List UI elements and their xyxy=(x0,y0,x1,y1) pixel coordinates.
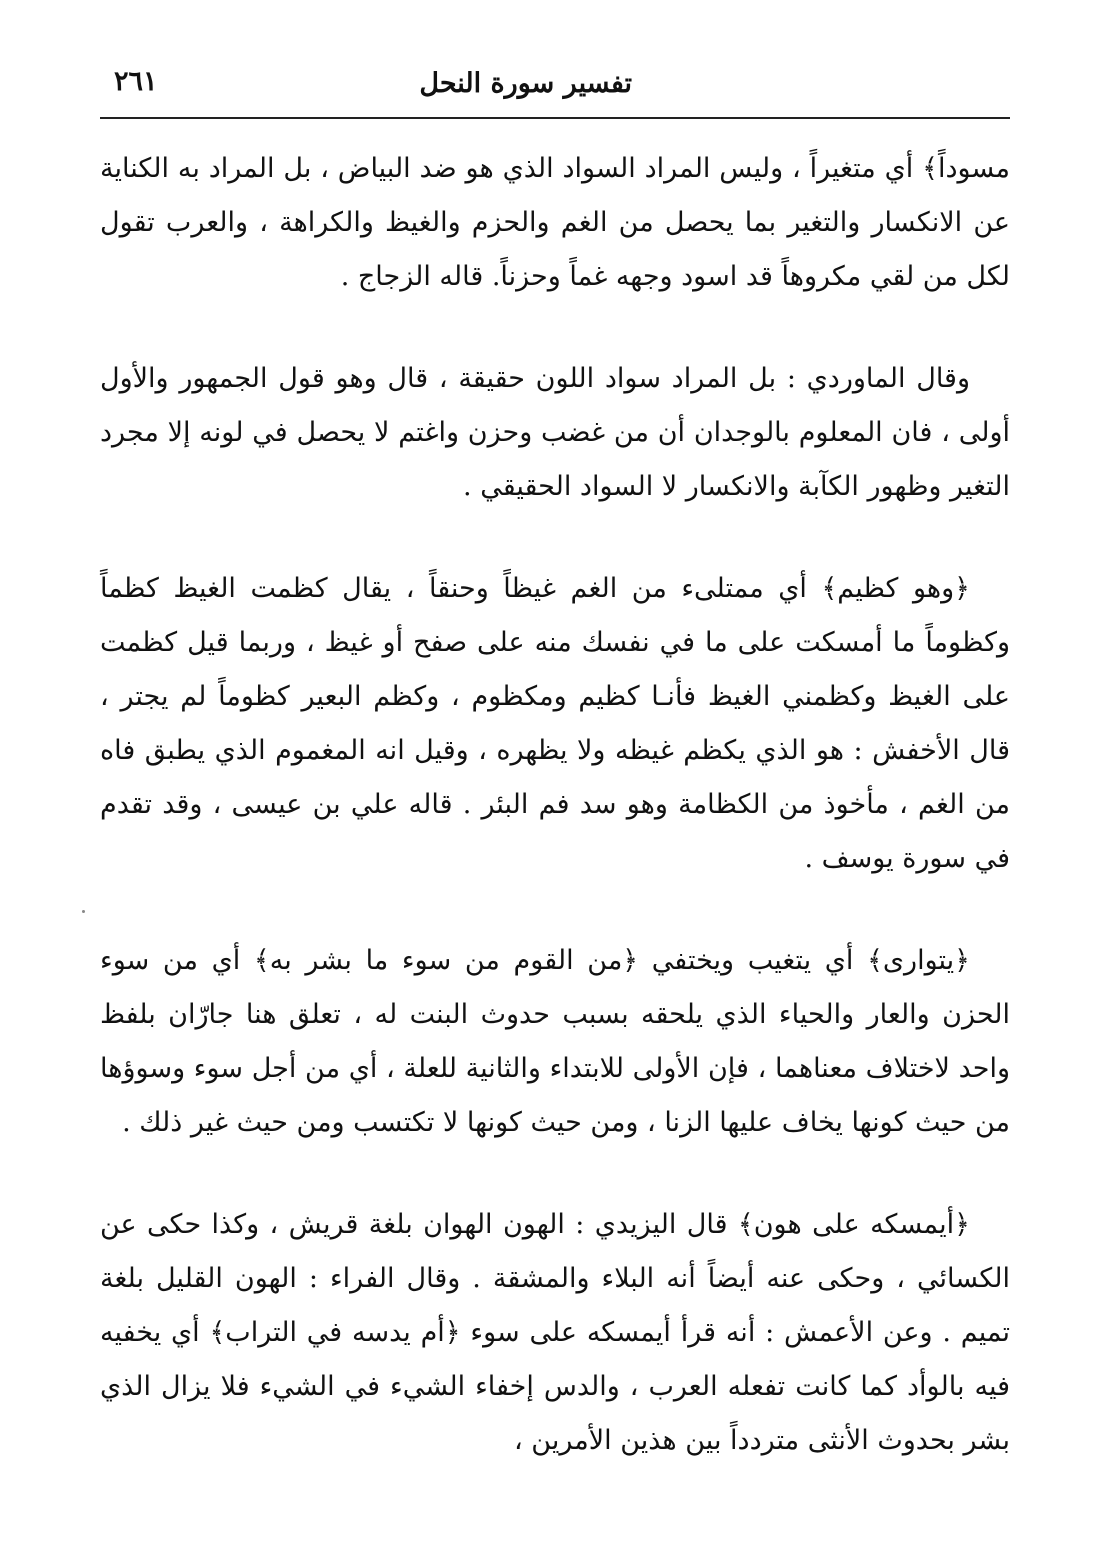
header-divider xyxy=(100,117,1010,119)
paragraph-3: ﴿وهو كظيم﴾ أي ممتلىء من الغم غيظاً وحنقاً ، يقال كظمت الغيظ كظماً وكظوماً ما أمسكت على ما في نفسك منه على صفح أو غيظ ، وربما قيل كظمت على الغيظ وكظمني الغيظ فأنـا كظيم ومكظوم ، وكظم البعير كظوماً لم يجتر ، قال الأخفش : هو الذي يكظم غيظه ولا يظهره ، وقيل انه المغموم الذي يطبق فاه من الغم ، مأخوذ من الكظامة وهو سد فم البئر . قاله علي بن عيسى ، وقد تقدم في سورة يوسف . xyxy=(100,573,1010,874)
page-number: ٢٦١ xyxy=(114,66,158,97)
paragraph-1: مسوداً﴾ أي متغيراً ، وليس المراد السواد الذي هو ضد البياض ، بل المراد به الكناية عن الانكسار والتغير بما يحصل من الغم والحزم والغيظ والكراهة ، والعرب تقول لكل من لقي مكروهاً قد اسود وجهه غماً وحزناً. قاله الزجاج . xyxy=(100,153,1010,292)
running-header xyxy=(100,60,1010,116)
paragraph-5: ﴿أيمسكه على هون﴾ قال اليزيدي : الهون الهوان بلغة قريش ، وكذا حكى عن الكسائي ، وحكى عنه أيضاً أنه البلاء والمشقة . وقال الفراء : الهون القليل بلغة تميم . وعن الأعمش : أنه قرأ أيمسكه على سوء ﴿أم يدسه في التراب﴾ أي يخفيه فيه بالوأد كما كانت تفعله العرب ، والدس إخفاء الشيء في الشيء فلا يزال الذي بشر بحدوث الأنثى متردداً بين هذين الأمرين ، xyxy=(100,1209,1010,1456)
scan-speck xyxy=(82,910,85,913)
paragraph-4: ﴿يتوارى﴾ أي يتغيب ويختفي ﴿من القوم من سوء ما بشر به﴾ أي من سوء الحزن والعار والحياء الذي يلحقه بسبب حدوث البنت له ، تعلق هنا جارّان بلفظ واحد لاختلاف معناهما ، فإن الأولى للابتداء والثانية للعلة ، أي من أجل سوء وسوؤها من حيث كونها يخاف عليها الزنا ، ومن حيث كونها لا تكتسب ومن حيث غير ذلك . xyxy=(100,945,1010,1138)
body-text xyxy=(100,142,1010,1468)
paragraph-2: وقال الماوردي : بل المراد سواد اللون حقيقة ، قال وهو قول الجمهور والأول أولى ، فان المعلوم بالوجدان أن من غضب وحزن واغتم لا يحصل في لونه إلا مجرد التغير وظهور الكآبة والانكسار لا السواد الحقيقي . xyxy=(100,363,1010,502)
header-title: تفسير سورة النحل xyxy=(419,68,632,99)
